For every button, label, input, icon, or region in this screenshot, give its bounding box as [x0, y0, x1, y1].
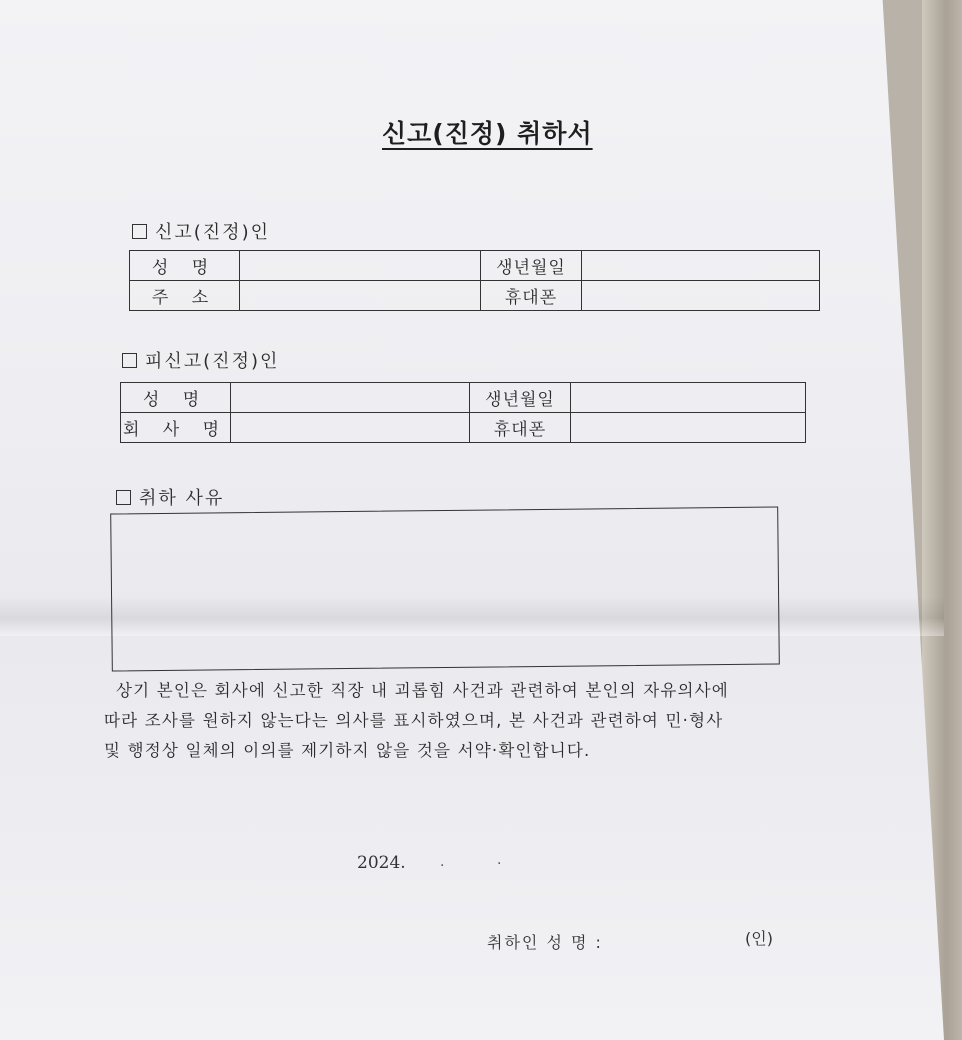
checkbox-icon[interactable]: [116, 490, 131, 505]
complainant-address-field[interactable]: [240, 281, 481, 311]
respondent-company-label: 회 사 명: [121, 413, 231, 443]
signer-label: 취하인 성 명 :: [487, 933, 603, 952]
date-text: 2024.: [357, 853, 406, 873]
respondent-name-label: 성 명: [121, 383, 231, 413]
respondent-birth-field[interactable]: [571, 383, 806, 413]
table-row: [130, 281, 820, 311]
table-row: [130, 251, 820, 281]
statement-line-3: 및 행정상 일체의 이의를 제기하지 않을 것을 서약·확인합니다.: [104, 741, 591, 760]
seal-label: (인): [745, 929, 773, 948]
complainant-heading-label: 신고(진정)인: [155, 222, 270, 243]
checkbox-icon[interactable]: [122, 353, 137, 368]
reason-heading: [116, 484, 224, 510]
date-separator: .: [497, 852, 502, 868]
complainant-phone-field[interactable]: [582, 281, 820, 311]
complainant-birth-label: 생년월일: [481, 251, 582, 281]
checkbox-icon[interactable]: [132, 224, 147, 239]
reason-heading-label: 취하 사유: [139, 488, 225, 509]
statement-line-2: 따라 조사를 원하지 않는다는 의사를 표시하였으며, 본 사건과 관련하여 민·형사: [104, 711, 724, 730]
respondent-heading: [122, 347, 279, 373]
table-row: [121, 413, 806, 443]
document-title: 신고(진정) 취하서: [382, 119, 593, 148]
complainant-name-label: 성 명: [130, 251, 240, 281]
reason-textarea[interactable]: [110, 507, 780, 672]
respondent-heading-label: 피신고(진정)인: [145, 351, 280, 372]
respondent-name-field[interactable]: [231, 383, 470, 413]
respondent-phone-field[interactable]: [571, 413, 806, 443]
respondent-table: [120, 382, 806, 443]
table-row: [121, 383, 806, 413]
statement-line-1: 상기 본인은 회사에 신고한 직장 내 괴롭힘 사건과 관련하여 본인의 자유의사에: [116, 681, 729, 700]
complainant-address-label: 주 소: [130, 281, 240, 311]
complainant-table: [129, 250, 820, 311]
complainant-heading: [132, 218, 270, 244]
respondent-phone-label: 휴대폰: [470, 413, 571, 443]
complainant-phone-label: 휴대폰: [481, 281, 582, 311]
respondent-birth-label: 생년월일: [470, 383, 571, 413]
statement-text: [104, 676, 804, 766]
complainant-birth-field[interactable]: [582, 251, 820, 281]
respondent-company-field[interactable]: [231, 413, 470, 443]
complainant-name-field[interactable]: [240, 251, 481, 281]
date-separator: .: [440, 854, 445, 870]
